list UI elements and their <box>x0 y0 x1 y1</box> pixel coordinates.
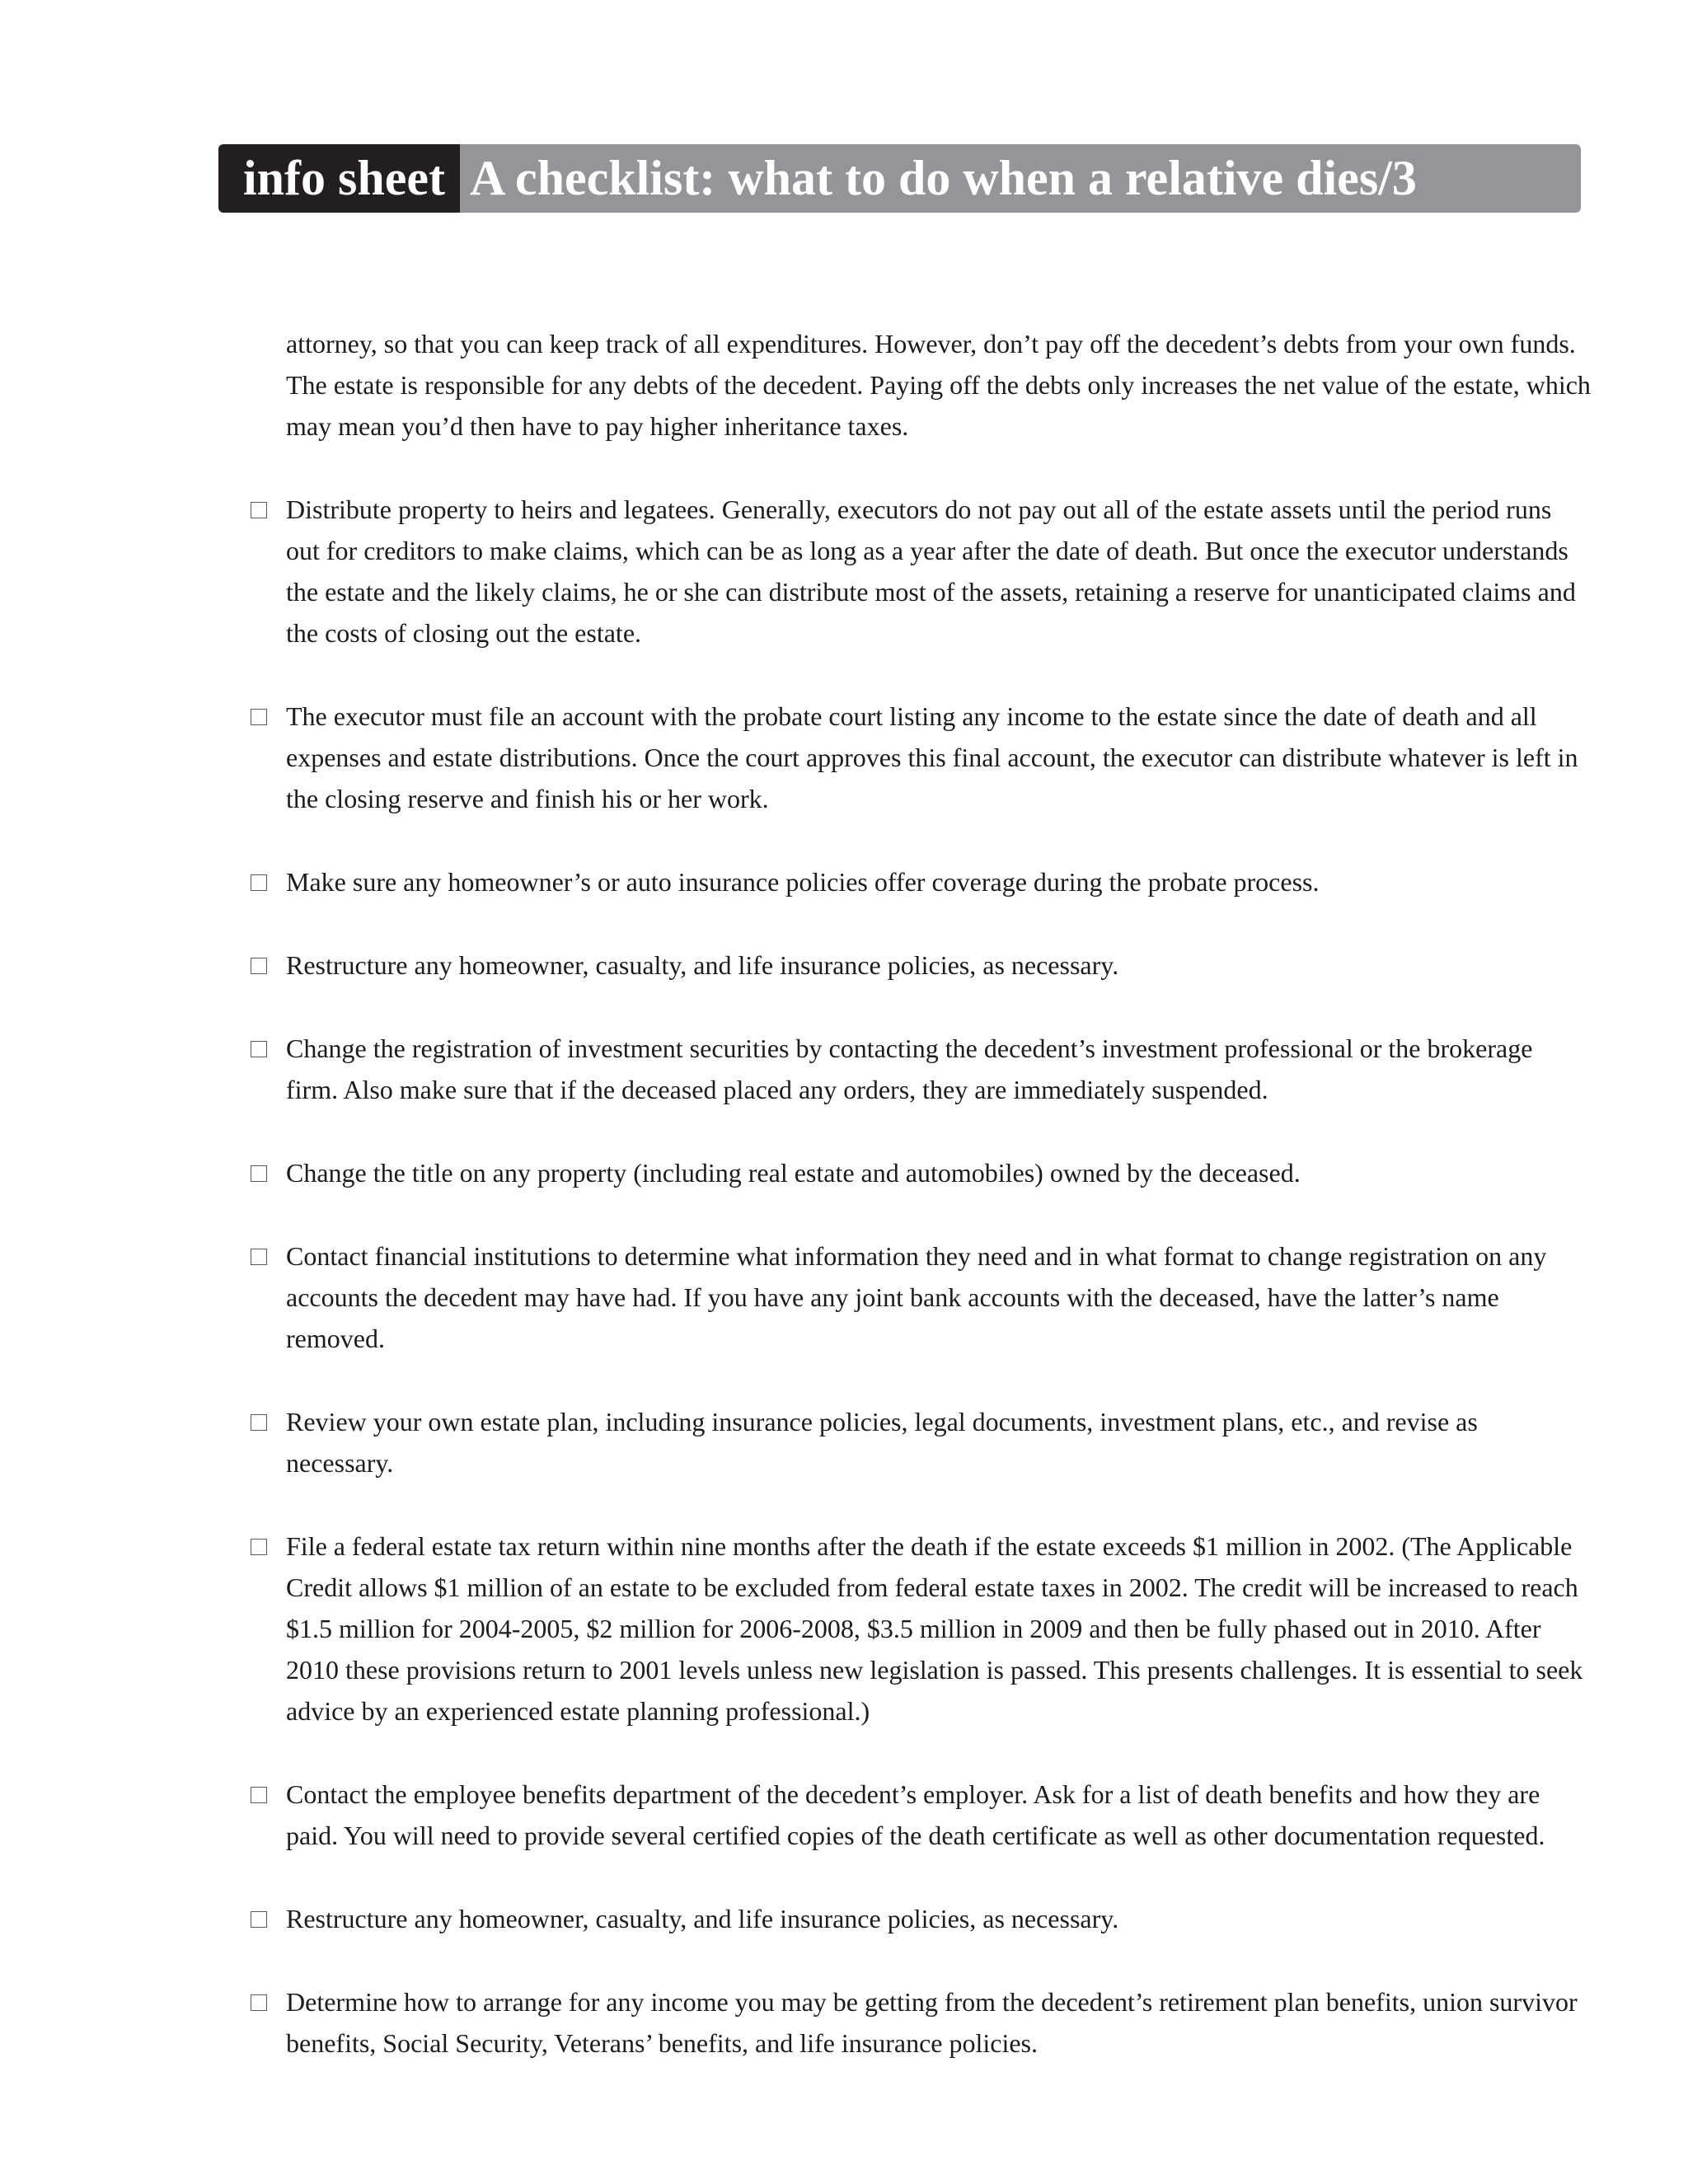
checklist-content <box>247 323 1591 2106</box>
checklist-item <box>247 1401 1591 1483</box>
checklist-item-text: Determine how to arrange for any income you may be getting from the decedent’s retirement plan benefits, union survivor benefits, Social Security, Veterans’ benefits, and life insurance policies. <box>286 1987 1578 2058</box>
checklist-item-text: Restructure any homeowner, casualty, and life insurance policies, as necessary. <box>286 950 1119 980</box>
header-bar <box>218 144 1581 213</box>
checkbox[interactable] <box>251 958 267 974</box>
checkbox[interactable] <box>251 1041 267 1057</box>
checklist-item-text: Contact the employee benefits department of the decedent’s employer. Ask for a list of death benefits and how they are paid. You will need to provide several certified copies of the death certificate as well as other documentation requested. <box>286 1779 1545 1850</box>
checkbox[interactable] <box>251 1911 267 1928</box>
checklist-item-text: File a federal estate tax return within nine months after the death if the estate exceeds $1 million in 2002. (The Applicable Credit allows $1 million of an estate to be excluded from federal estate taxes in 2002. The credit will be increased to reach $1.5 million for 2004-2005, $2 million for 2006-2008, $3.5 million in 2009 and then be fully phased out in 2010. After 2010 these provisions return to 2001 levels unless new legislation is passed. This presents challenges. It is essential to seek advice by an experienced estate planning professional.) <box>286 1531 1583 1726</box>
checklist-item <box>247 861 1591 902</box>
checklist-item <box>247 944 1591 986</box>
checklist-item <box>247 1235 1591 1359</box>
checklist-item-text: The executor must file an account with the probate court listing any income to the estate since the date of death and all expenses and estate distributions. Once the court approves this final account, the executor can distribute whatever is left in the closing reserve and finish his or her work. <box>286 701 1578 813</box>
page-title: A checklist: what to do when a relative dies/3 <box>460 144 1581 213</box>
checklist-item <box>247 1028 1591 1110</box>
checkbox[interactable] <box>251 502 267 518</box>
checklist-item <box>247 1774 1591 1856</box>
checklist-item <box>247 1526 1591 1732</box>
checkbox[interactable] <box>251 709 267 725</box>
checklist-item-text: Restructure any homeowner, casualty, and life insurance policies, as necessary. <box>286 1904 1119 1933</box>
checkbox[interactable] <box>251 1994 267 2011</box>
checklist-item-text: Contact financial institutions to determine what information they need and in what format to change registration on any accounts the decedent may have had. If you have any joint bank accounts with the deceased, have the latter’s name removed. <box>286 1241 1547 1353</box>
checklist-item <box>247 1152 1591 1193</box>
checkbox[interactable] <box>251 1249 267 1265</box>
checklist-item <box>247 1898 1591 1939</box>
checklist-item <box>247 1981 1591 2064</box>
checkbox[interactable] <box>251 874 267 891</box>
checkbox[interactable] <box>251 1539 267 1555</box>
checklist-item <box>247 696 1591 819</box>
checklist-item <box>247 489 1591 654</box>
checkbox[interactable] <box>251 1787 267 1803</box>
checkbox[interactable] <box>251 1165 267 1182</box>
info-sheet-label: info sheet <box>218 144 460 213</box>
continuation-text: attorney, so that you can keep track of all expenditures. However, don’t pay off the decedent’s debts from your own funds. The estate is responsible for any debts of the decedent. Paying off the debts only increases the net value of the estate, which may mean you’d then have to pay higher inheritance taxes. <box>286 329 1591 441</box>
checklist-item-text: Distribute property to heirs and legatees. Generally, executors do not pay out all of the estate assets until the period runs out for creditors to make claims, which can be as long as a year after the date of death. But once the executor understands the estate and the likely claims, he or she can distribute most of the assets, retaining a reserve for unanticipated claims and the costs of closing out the estate. <box>286 494 1576 648</box>
checklist-item-text: Change the title on any property (including real estate and automobiles) owned by the deceased. <box>286 1158 1301 1188</box>
checklist-item-text: Review your own estate plan, including insurance policies, legal documents, investment plans, etc., and revise as necessary. <box>286 1407 1478 1478</box>
checklist-item-text: Change the registration of investment securities by contacting the decedent’s investment professional or the brokerage firm. Also make sure that if the deceased placed any orders, they are immediately suspended. <box>286 1033 1533 1104</box>
checkbox[interactable] <box>251 1414 267 1431</box>
continuation-paragraph <box>247 323 1591 447</box>
checklist-item-text: Make sure any homeowner’s or auto insurance policies offer coverage during the probate process. <box>286 867 1320 897</box>
